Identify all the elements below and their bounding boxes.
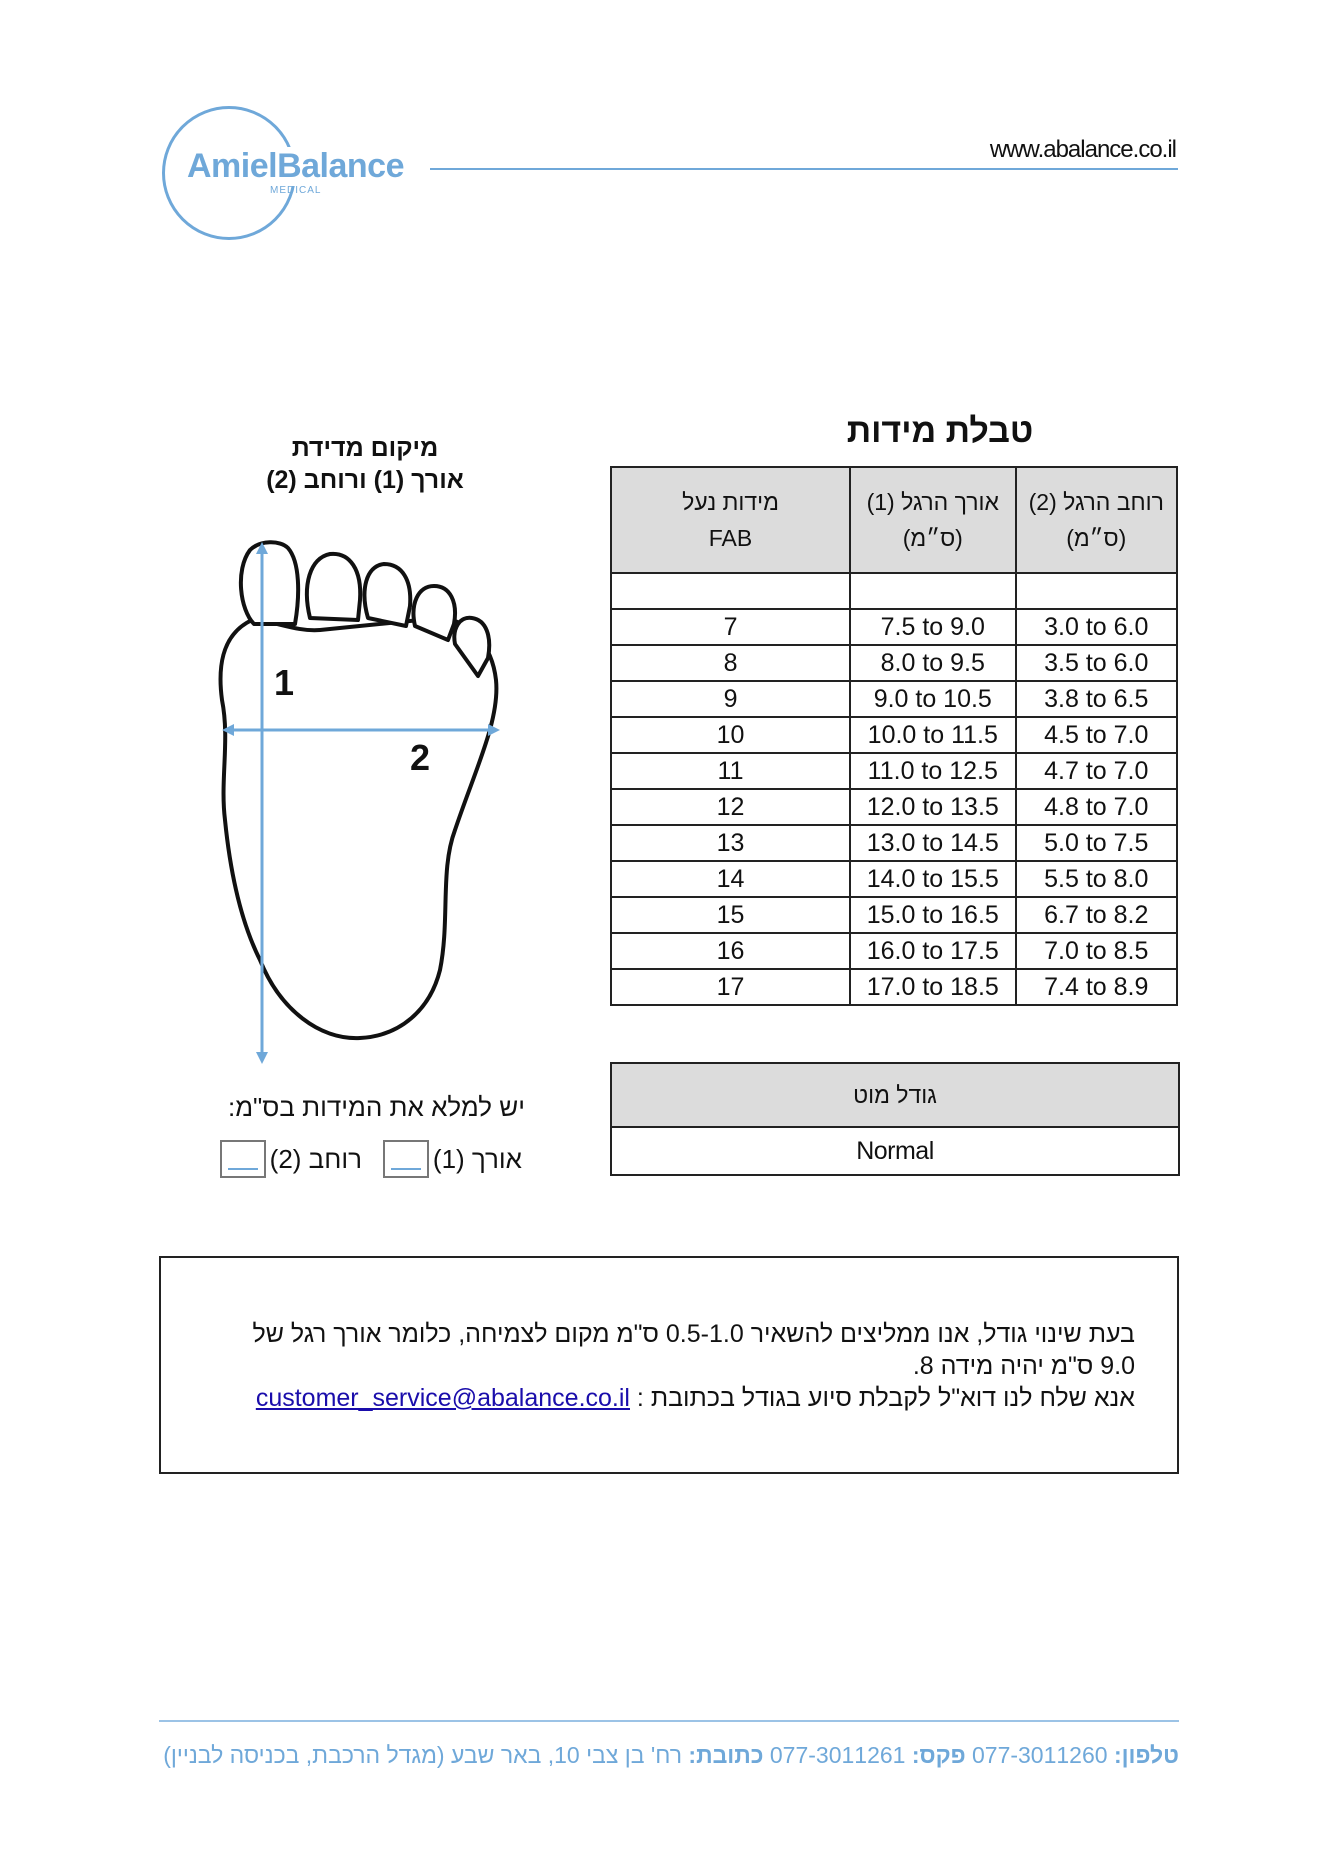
size-table-row bbox=[611, 825, 1177, 861]
model-size-value: Normal bbox=[856, 1136, 934, 1165]
toe-3 bbox=[365, 564, 411, 626]
header-divider bbox=[430, 168, 1178, 170]
width-fill-row bbox=[220, 1140, 362, 1178]
foot-length-cell: 8.0 to 9.5 bbox=[850, 645, 1015, 681]
foot-length-cell: 12.0 to 13.5 bbox=[850, 789, 1015, 825]
size-table-row bbox=[611, 861, 1177, 897]
support-email-link[interactable]: customer_service@abalance.co.il bbox=[255, 1384, 630, 1412]
foot-length-cell: 14.0 to 15.5 bbox=[850, 861, 1015, 897]
website-url[interactable]: www.abalance.co.il bbox=[989, 136, 1176, 163]
size-table-row bbox=[611, 753, 1177, 789]
length-fill-row bbox=[383, 1140, 522, 1178]
width-label: רוחב (2) bbox=[269, 1143, 362, 1174]
size-table-row bbox=[611, 789, 1177, 825]
toe-2 bbox=[307, 554, 360, 620]
footer-divider bbox=[159, 1720, 1179, 1722]
fax-number: 077-3011261 bbox=[769, 1742, 906, 1768]
foot-width-cell: 4.7 to 7.0 bbox=[1016, 753, 1178, 789]
size-table-row bbox=[611, 897, 1177, 933]
foot-length-cell: 7.5 to 9.0 bbox=[850, 609, 1015, 645]
width-input[interactable] bbox=[220, 1140, 266, 1178]
phone-label: טלפון: bbox=[1113, 1742, 1179, 1768]
foot-diagram bbox=[200, 540, 520, 1070]
shoe-size-cell: 8 bbox=[611, 645, 850, 681]
shoe-size-cell: 10 bbox=[611, 717, 850, 753]
phone-number[interactable]: 077-3011260 bbox=[971, 1742, 1108, 1768]
shoe-size-cell: 9 bbox=[611, 681, 850, 717]
note-line-2: 9.0 ס"מ יהיה מידה 8. bbox=[912, 1352, 1135, 1380]
col-header-foot-length: אורך הרגל (1) (ס״מ) bbox=[850, 467, 1015, 573]
shoe-size-cell: 15 bbox=[611, 897, 850, 933]
width-marker-2: 2 bbox=[410, 737, 431, 778]
foot-width-cell: 3.5 to 6.0 bbox=[1016, 645, 1178, 681]
size-table-row bbox=[611, 645, 1177, 681]
logo-name: AmielBalance bbox=[187, 147, 404, 185]
shoe-size-cell: 11 bbox=[611, 753, 850, 789]
shoe-size-cell: 16 bbox=[611, 933, 850, 969]
shoe-size-cell: 7 bbox=[611, 609, 850, 645]
foot-length-cell: 10.0 to 11.5 bbox=[850, 717, 1015, 753]
fax-label: פקס: bbox=[911, 1742, 966, 1768]
length-input[interactable] bbox=[383, 1140, 429, 1178]
size-table-row bbox=[611, 681, 1177, 717]
footer-contact bbox=[159, 1742, 1179, 1769]
col-header-shoe-size: מידות נעל FAB bbox=[611, 467, 850, 573]
model-size-header: גודל מוט bbox=[612, 1064, 1178, 1128]
foot-width-cell: 3.8 to 6.5 bbox=[1016, 681, 1178, 717]
size-table-title: טבלת מידות bbox=[846, 412, 1034, 450]
logo-subtitle: MEDICAL bbox=[270, 185, 322, 196]
size-table bbox=[610, 466, 1178, 1006]
shoe-size-cell: 13 bbox=[611, 825, 850, 861]
length-marker-1: 1 bbox=[274, 662, 295, 703]
foot-width-cell: 5.5 to 8.0 bbox=[1016, 861, 1178, 897]
foot-width-cell: 4.8 to 7.0 bbox=[1016, 789, 1178, 825]
foot-width-cell: 7.4 to 8.9 bbox=[1016, 969, 1178, 1005]
foot-length-cell: 16.0 to 17.5 bbox=[850, 933, 1015, 969]
sizing-note-text bbox=[195, 1318, 1135, 1414]
fill-in-instruction: יש למלא את המידות בס"מ: bbox=[227, 1092, 525, 1122]
foot-width-cell: 5.0 to 7.5 bbox=[1016, 825, 1178, 861]
measure-location-title: מיקום מדידת אורך (1) ורוחב (2) bbox=[266, 434, 464, 494]
foot-width-cell: 6.7 to 8.2 bbox=[1016, 897, 1178, 933]
address-label: כתובת: bbox=[688, 1742, 764, 1768]
size-table-row bbox=[611, 717, 1177, 753]
size-table-row bbox=[611, 969, 1177, 1005]
length-label: אורך (1) bbox=[432, 1143, 522, 1174]
size-table-header-row bbox=[611, 467, 1177, 573]
sizing-note-box bbox=[159, 1256, 1179, 1474]
col-header-foot-width: רוחב הרגל (2) (ס״מ) bbox=[1016, 467, 1178, 573]
shoe-size-cell: 12 bbox=[611, 789, 850, 825]
note-line-1: בעת שינוי גודל, אנו ממליצים להשאיר 0.5-1.0 ס"מ מקום לצמיחה, כלומר אורך רגל של bbox=[252, 1320, 1135, 1348]
big-toe bbox=[241, 542, 298, 624]
foot-length-cell: 11.0 to 12.5 bbox=[850, 753, 1015, 789]
note-line-3: אנא שלח לנו דוא"ל לקבלת סיוע בגודל בכתובת : customer_service@abalance.co.il bbox=[255, 1384, 1135, 1412]
foot-width-cell: 4.5 to 7.0 bbox=[1016, 717, 1178, 753]
model-size-box bbox=[610, 1062, 1180, 1176]
size-table-row bbox=[611, 933, 1177, 969]
address: רח' בן צבי 10, באר שבע (מגדל הרכבת, בכניסה לבניין) bbox=[163, 1742, 683, 1768]
foot-length-cell: 13.0 to 14.5 bbox=[850, 825, 1015, 861]
foot-length-cell: 15.0 to 16.5 bbox=[850, 897, 1015, 933]
foot-length-cell: 17.0 to 18.5 bbox=[850, 969, 1015, 1005]
shoe-size-cell: 17 bbox=[611, 969, 850, 1005]
shoe-size-cell: 14 bbox=[611, 861, 850, 897]
foot-length-cell: 9.0 to 10.5 bbox=[850, 681, 1015, 717]
foot-width-cell: 7.0 to 8.5 bbox=[1016, 933, 1178, 969]
foot-width-cell: 3.0 to 6.0 bbox=[1016, 609, 1178, 645]
size-table-row bbox=[611, 609, 1177, 645]
